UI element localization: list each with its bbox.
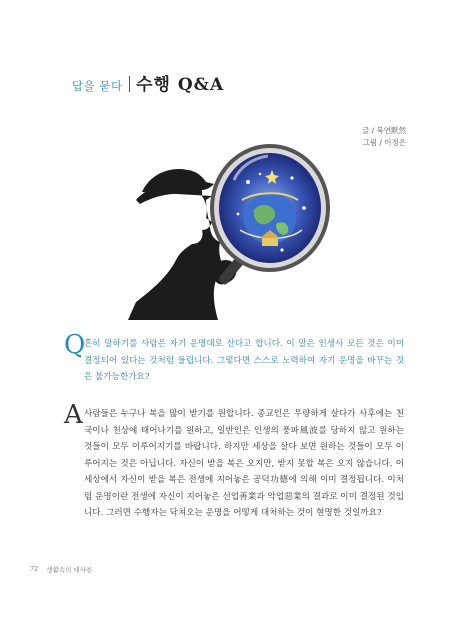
publication-name: 생활속의 대사용 [46, 566, 93, 574]
answer-block [64, 400, 404, 522]
detective-magnifier-illustration [122, 130, 332, 320]
article-title: 수행 Q&A [136, 75, 225, 95]
page-footer [30, 565, 92, 574]
article-credits [362, 125, 406, 149]
question-block [64, 330, 404, 386]
writer-credit: 글 / 묵연默然 [361, 126, 406, 135]
illustrator-credit: 그림 / 이정은 [362, 138, 406, 147]
question-letter: Q [64, 330, 86, 360]
detective-silhouette [128, 169, 226, 320]
article-header [72, 70, 224, 98]
page-number: 72 [30, 565, 39, 573]
answer-text: 사람들은 누구나 복을 많이 받기를 원합니다. 종교인은 무량하게 살다가 사후에는 천국이나 천상에 태어나기를 원하고, 일반인은 인생의 풍파風波를 당하지 않고 원하는 것들이 모두 이루어지기를 바랍니다. 하지만 세상을 살다 보면 원하는 것들이 모두 이루어지는 것은 아닙니다. 자신이 받을 복은 오지만, 받지 못할 복은 오지 않습니다. 이 세상에서 자신이 받을 복은 전생에 지어놓은 공덕功德에 의해 이미 결정됩니다. 이처럼 운명이란 전생에 자신이 지어놓은 선업善業과 악업惡業의 결과로 이미 결정된 것입니다. 그러면 수행자는 닥쳐오는 운명을 어떻게 대처하는 것이 현명한 것일까요? [84, 409, 404, 518]
header-divider [129, 76, 131, 92]
section-eyebrow: 답을 묻다 [72, 79, 123, 93]
question-text: 흔히 말하기를 사람은 자기 운명대로 산다고 합니다. 이 말은 인생사 모든 것은 이미 결정되어 있다는 것처럼 들립니다. 그렇다면 스스로 노력하여 자기 운명을 바꾸는 것은 불가능한가요? [84, 339, 404, 382]
answer-letter: A [64, 400, 83, 430]
